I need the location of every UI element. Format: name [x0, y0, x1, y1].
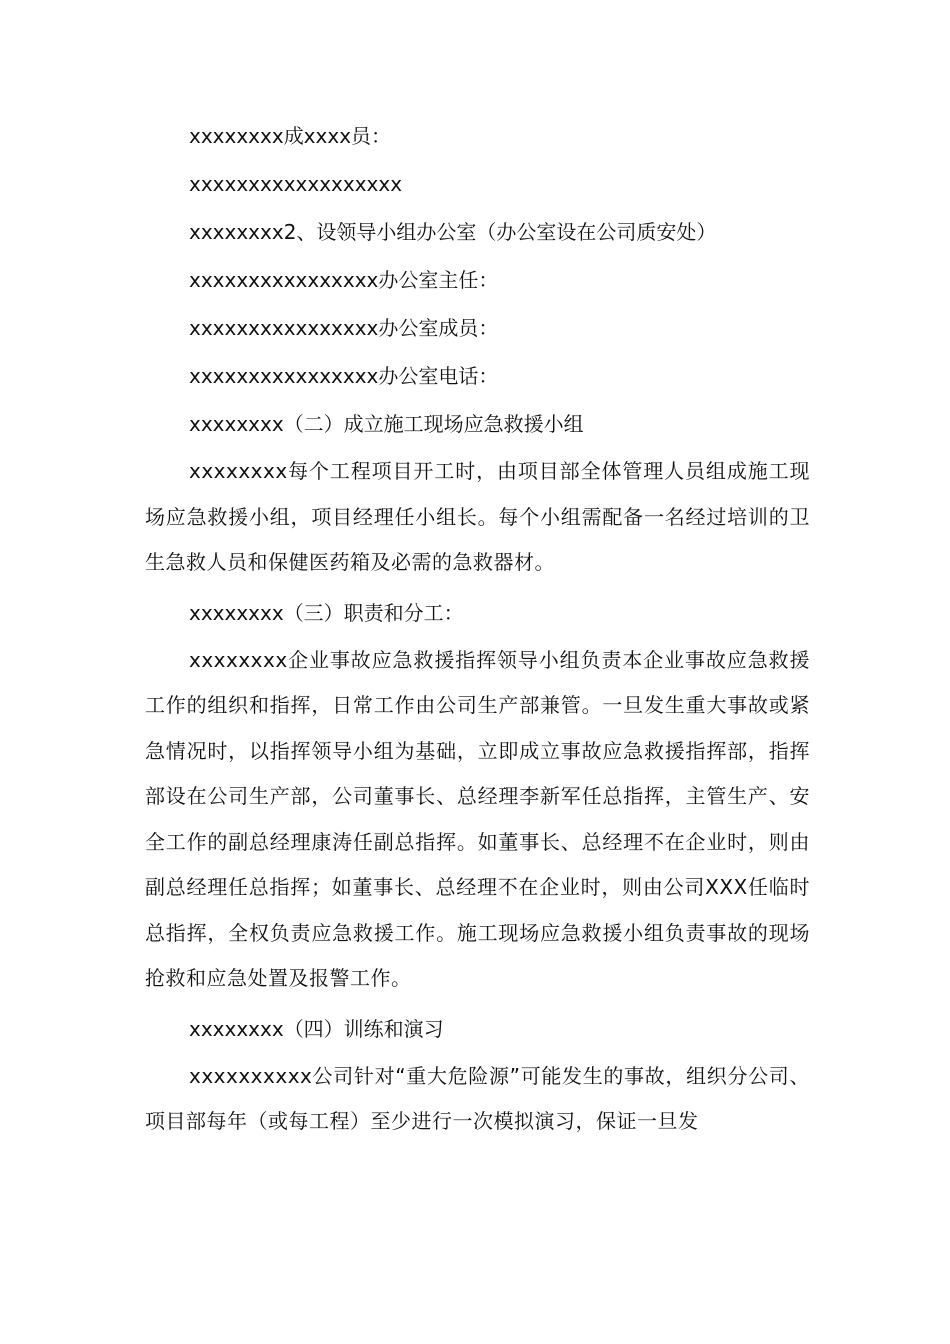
paragraph-rescue-team: xxxxxxxx每个工程项目开工时，由项目部全体管理人员组成施工现场应急救援小组，项目经理任小组长。每个小组需配备一名经过培训的卫生急救人员和保健医药箱及必需的急救器材。	[145, 459, 810, 574]
section-heading-2: xxxxxxxx（二）成立施工现场应急救援小组	[189, 412, 584, 436]
member-line: xxxxxxxx成xxxx员：	[189, 124, 392, 148]
office-members-line: xxxxxxxxxxxxxxxx办公室成员：	[189, 316, 499, 340]
paragraph-responsibilities: xxxxxxxx企业事故应急救援指挥领导小组负责本企业事故应急救援工作的组织和指挥，日常工作由公司生产部兼管。一旦发生重大事故或紧急情况时，以指挥领导小组为基础，立即成立事故应急救援指挥部，指挥部设在公司生产部，公司董事长、总经理李新军任总指挥，主管生产、安全工作的副总经理康涛任副总指挥。如董事长、总经理不在企业时，则由副总经理任总指挥；如董事长、总经理不在企业时，则由公司XXX任临时总指挥，全权负责应急救援工作。施工现场应急救援小组负责事故的现场抢救和应急处置及报警工作。	[145, 647, 810, 990]
placeholder-line: xxxxxxxxxxxxxxxxxx	[189, 172, 403, 196]
document-body	[145, 112, 810, 1148]
office-setup-line: xxxxxxxx2、设领导小组办公室（办公室设在公司质安处）	[189, 220, 717, 244]
paragraph-drills: xxxxxxxxxx公司针对“重大危险源”可能发生的事故，组织分公司、项目部每年（或每工程）至少进行一次模拟演习，保证一旦发	[145, 1063, 810, 1133]
office-director-line: xxxxxxxxxxxxxxxx办公室主任：	[189, 268, 499, 292]
section-heading-3: xxxxxxxx（三）职责和分工：	[189, 600, 464, 625]
section-heading-4: xxxxxxxx（四）训练和演习	[189, 1016, 444, 1041]
office-phone-line: xxxxxxxxxxxxxxxx办公室电话：	[189, 364, 499, 388]
